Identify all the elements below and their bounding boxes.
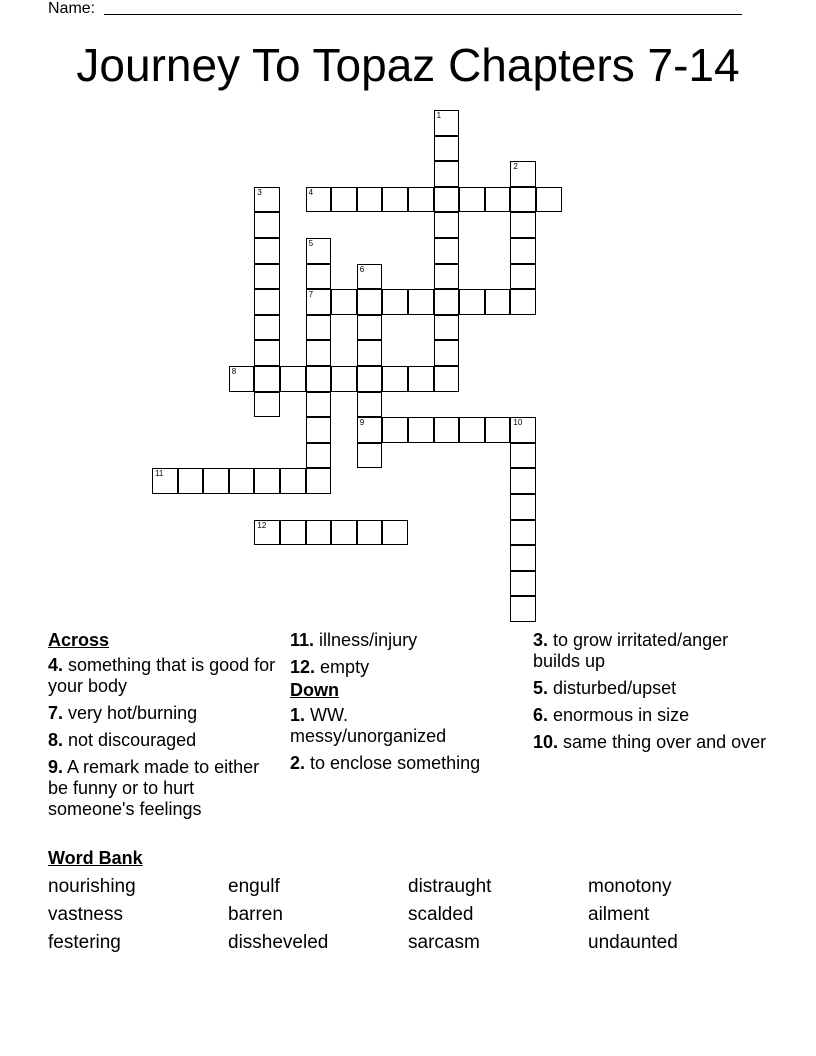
grid-cell[interactable]: [331, 366, 357, 392]
word-bank-item: ailment: [588, 904, 650, 925]
cell-number: 7: [308, 290, 314, 300]
clue-number: 12.: [290, 657, 316, 677]
grid-cell[interactable]: [254, 340, 280, 366]
clue-number: 3.: [533, 630, 549, 650]
cell-number: 5: [308, 239, 314, 248]
grid-cell[interactable]: [254, 392, 280, 418]
grid-cell[interactable]: [152, 468, 178, 494]
grid-cell[interactable]: [434, 110, 460, 136]
clue-number: 4.: [48, 655, 64, 675]
clues-column-1: [48, 630, 283, 826]
grid-cell[interactable]: [510, 571, 536, 597]
grid-cell[interactable]: [331, 520, 357, 546]
grid-cell[interactable]: [306, 238, 332, 264]
grid-cell[interactable]: [357, 264, 383, 290]
grid-cell[interactable]: [510, 468, 536, 494]
grid-cell[interactable]: [485, 289, 511, 315]
grid-cell[interactable]: [510, 238, 536, 264]
grid-cell[interactable]: [280, 468, 306, 494]
word-bank-item: vastness: [48, 904, 123, 925]
clue-down-6: [533, 705, 773, 726]
grid-cell[interactable]: [229, 468, 255, 494]
cell-number: 6: [359, 264, 365, 274]
word-bank-item: festering: [48, 932, 121, 953]
clues-column-2: [290, 630, 490, 780]
clue-text: disturbed/upset: [553, 678, 677, 698]
grid-cell[interactable]: [510, 289, 536, 315]
grid-cell[interactable]: [434, 289, 460, 315]
grid-cell[interactable]: [357, 520, 383, 546]
cell-number: 8: [231, 367, 237, 376]
clue-text: enormous in size: [553, 705, 690, 725]
clue-number: 5.: [533, 678, 549, 698]
grid-cell[interactable]: [434, 238, 460, 264]
clue-text: something that is good for your body: [48, 655, 276, 696]
grid-cell[interactable]: [382, 417, 408, 443]
grid-cell[interactable]: [510, 520, 536, 546]
grid-cell[interactable]: [510, 187, 536, 213]
clue-down-2: [290, 753, 490, 774]
clue-number: 7.: [48, 703, 64, 723]
clue-text: to enclose something: [310, 753, 481, 773]
clue-text: not discouraged: [68, 730, 197, 750]
grid-cell[interactable]: [510, 545, 536, 571]
grid-cell[interactable]: [434, 315, 460, 341]
grid-cell[interactable]: [254, 238, 280, 264]
clue-number: 11.: [290, 630, 315, 650]
grid-cell[interactable]: [434, 136, 460, 162]
grid-cell[interactable]: [510, 417, 536, 443]
clue-across-8: [48, 730, 283, 751]
clue-across-11: [290, 630, 490, 651]
clue-text: same thing over and over: [563, 732, 767, 752]
grid-cell[interactable]: [229, 366, 255, 392]
word-bank-item: monotony: [588, 876, 672, 897]
grid-cell[interactable]: [331, 187, 357, 213]
clue-down-10: [533, 732, 773, 753]
grid-cell[interactable]: [306, 443, 332, 469]
word-bank-item: dissheveled: [228, 932, 329, 953]
word-bank-item: nourishing: [48, 876, 136, 897]
grid-cell[interactable]: [434, 366, 460, 392]
grid-cell[interactable]: [280, 366, 306, 392]
word-bank-item: sarcasm: [408, 932, 480, 953]
word-bank-item: distraught: [408, 876, 492, 897]
clue-text: empty: [320, 657, 370, 677]
name-label: Name:: [48, 0, 96, 17]
across-heading: Across: [48, 630, 110, 650]
grid-cell[interactable]: [510, 264, 536, 290]
grid-cell[interactable]: [280, 520, 306, 546]
grid-cell[interactable]: [254, 264, 280, 290]
grid-cell[interactable]: [459, 417, 485, 443]
clue-text: very hot/burning: [68, 703, 198, 723]
word-bank-item: barren: [228, 904, 283, 925]
cell-number: 4: [308, 187, 314, 197]
grid-cell[interactable]: [510, 596, 536, 622]
down-heading: Down: [290, 680, 339, 700]
grid-cell[interactable]: [382, 289, 408, 315]
grid-cell[interactable]: [178, 468, 204, 494]
grid-cell[interactable]: [254, 315, 280, 341]
grid-cell[interactable]: [434, 340, 460, 366]
cell-number: 1: [436, 111, 442, 120]
cell-number: 12: [257, 520, 267, 530]
grid-cell[interactable]: [357, 315, 383, 341]
clue-across-4: [48, 655, 283, 697]
grid-cell[interactable]: [254, 468, 280, 494]
grid-cell[interactable]: [306, 187, 332, 213]
grid-cell[interactable]: [510, 443, 536, 469]
grid-cell[interactable]: [434, 417, 460, 443]
grid-cell[interactable]: [485, 187, 511, 213]
cell-number: 9: [359, 418, 365, 428]
grid-cell[interactable]: [434, 161, 460, 187]
clue-down-3: [533, 630, 773, 672]
word-bank-item: undaunted: [588, 932, 678, 953]
clue-across-12: [290, 657, 490, 678]
clue-number: 10.: [533, 732, 559, 752]
grid-cell[interactable]: [357, 417, 383, 443]
grid-cell[interactable]: [357, 340, 383, 366]
clue-down-1: [290, 705, 490, 747]
grid-cell[interactable]: [306, 340, 332, 366]
grid-cell[interactable]: [306, 520, 332, 546]
clues-column-3: [533, 630, 773, 759]
grid-cell[interactable]: [459, 187, 485, 213]
clue-number: 9.: [48, 757, 64, 777]
grid-cell[interactable]: [510, 494, 536, 520]
grid-cell[interactable]: [408, 187, 434, 213]
grid-cell[interactable]: [306, 289, 332, 315]
grid-cell[interactable]: [434, 187, 460, 213]
clue-text: A remark made to either be funny or to hurt someone's feelings: [48, 757, 260, 819]
grid-cell[interactable]: [510, 212, 536, 238]
grid-cell[interactable]: [306, 392, 332, 418]
grid-cell[interactable]: [331, 289, 357, 315]
grid-cell[interactable]: [254, 212, 280, 238]
clue-number: 2.: [290, 753, 306, 773]
word-bank-item: engulf: [228, 876, 280, 897]
word-bank-item: scalded: [408, 904, 474, 925]
grid-cell[interactable]: [254, 187, 280, 213]
clue-text: to grow irritated/anger builds up: [533, 630, 729, 671]
clue-across-9: [48, 757, 283, 820]
grid-cell[interactable]: [382, 187, 408, 213]
cell-number: 3: [257, 187, 262, 197]
clue-number: 6.: [533, 705, 549, 725]
grid-cell[interactable]: [382, 520, 408, 546]
grid-cell[interactable]: [434, 212, 460, 238]
grid-cell[interactable]: [382, 366, 408, 392]
grid-cell[interactable]: [485, 417, 511, 443]
grid-cell[interactable]: [306, 468, 332, 494]
cell-number: 11: [155, 469, 164, 479]
grid-cell[interactable]: [203, 468, 229, 494]
grid-cell[interactable]: [357, 392, 383, 418]
clue-down-5: [533, 678, 773, 699]
word-bank-heading: Word Bank: [48, 848, 143, 868]
clue-across-7: [48, 703, 283, 724]
grid-cell[interactable]: [357, 187, 383, 213]
grid-cell[interactable]: [306, 315, 332, 341]
grid-cell[interactable]: [434, 264, 460, 290]
cell-number: 10: [513, 418, 523, 428]
cell-number: 2: [513, 162, 518, 172]
grid-cell[interactable]: [254, 366, 280, 392]
grid-cell[interactable]: [254, 289, 280, 315]
grid-cell[interactable]: [408, 366, 434, 392]
grid-cell[interactable]: [536, 187, 562, 213]
clue-number: 8.: [48, 730, 64, 750]
page-title: Journey To Topaz Chapters 7-14: [76, 39, 740, 91]
grid-cell[interactable]: [254, 520, 280, 546]
clue-number: 1.: [290, 705, 306, 725]
grid-cell[interactable]: [459, 289, 485, 315]
clue-text: illness/injury: [319, 630, 418, 650]
grid-cell[interactable]: [357, 443, 383, 469]
grid-cell[interactable]: [306, 366, 332, 392]
grid-cell[interactable]: [306, 264, 332, 290]
clue-text: WW. messy/unorganized: [290, 705, 447, 746]
grid-cell[interactable]: [357, 289, 383, 315]
grid-cell[interactable]: [306, 417, 332, 443]
grid-cell[interactable]: [357, 366, 383, 392]
grid-cell[interactable]: [408, 289, 434, 315]
grid-cell[interactable]: [408, 417, 434, 443]
grid-cell[interactable]: [510, 161, 536, 187]
